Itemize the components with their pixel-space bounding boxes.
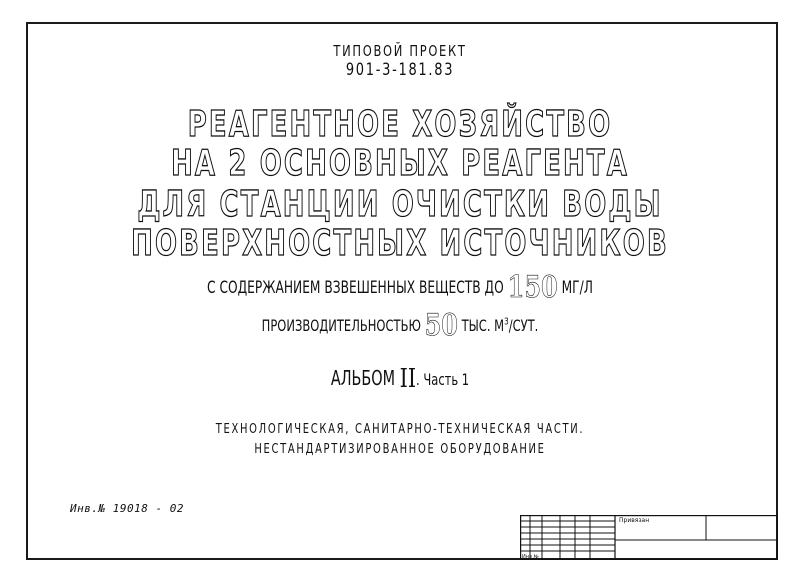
title-line-4: ПОВЕРХНОСТНЫХ ИСТОЧНИКОВ [131, 223, 669, 264]
suspended-solids-line [80, 270, 720, 305]
project-type-label: ТИПОВОЙ ПРОЕКТ [333, 42, 467, 60]
capacity-value: 50 [424, 308, 458, 343]
album-line [80, 364, 720, 394]
suspended-solids-unit: МГ/Л [557, 278, 593, 298]
capacity-unit-sup: 3 [504, 316, 509, 328]
capacity-unit-b: /СУТ. [508, 316, 539, 335]
description-line-2: НЕСТАНДАРТИЗИРОВАННОЕ ОБОРУДОВАНИЕ [254, 442, 546, 457]
title-line-1: РЕАГЕНТНОЕ ХОЗЯЙСТВО [187, 104, 613, 145]
album-label: АЛЬБОМ [330, 366, 400, 390]
title-line-3: ДЛЯ СТАНЦИИ ОЧИСТКИ ВОДЫ [137, 184, 663, 225]
title-line-2: НА 2 ОСНОВНЫХ РЕАГЕНТА [171, 143, 629, 184]
capacity-line [80, 308, 720, 343]
project-number: 901-3-181.83 [345, 60, 455, 80]
title-block-stamp [520, 515, 778, 560]
capacity-unit-a: ТЫС. М [457, 316, 505, 335]
inventory-number: Инв.№ 19018 - 02 [70, 502, 184, 515]
suspended-solids-value: 150 [507, 270, 558, 305]
stamp-privyazan: Привязан [619, 517, 650, 524]
album-number: II [399, 364, 417, 394]
capacity-prefix: ПРОИЗВОДИТЕЛЬНОСТЬЮ [261, 316, 425, 335]
stamp-inv-no: Инв № [522, 554, 539, 560]
album-part: . Часть 1 [416, 370, 470, 389]
description-line-1: ТЕХНОЛОГИЧЕСКАЯ, САНИТАРНО-ТЕХНИЧЕСКАЯ ЧАСТИ. [215, 422, 585, 437]
suspended-solids-prefix: С СОДЕРЖАНИЕМ ВЗВЕШЕННЫХ ВЕЩЕСТВ ДО [207, 278, 508, 298]
